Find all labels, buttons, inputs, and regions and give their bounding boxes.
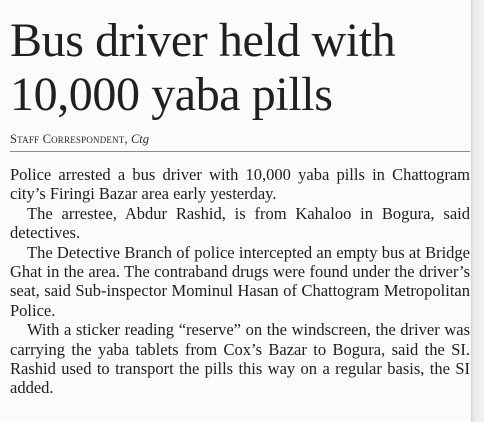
article-paragraph: The Detective Branch of police intercepted an empty bus at Bridge Ghat in the area. The contraband drugs were found under the driver’s seat, said Sub-inspector Mominul Hasan of Chattogram Metropolitan Police. [10,242,470,320]
headline-line-2: 10,000 yaba pills [10,68,333,121]
article-body [10,165,470,398]
article-paragraph: Police arrested a bus driver with 10,000 yaba pills in Chattogram city’s Firingi Bazar area early yesterday. [10,165,470,204]
byline-author: Staff Correspondent, [10,132,128,146]
byline-divider [10,151,470,152]
page-edge [471,0,484,422]
article-paragraph: The arrestee, Abdur Rashid, is from Kahaloo in Bogura, said detectives. [10,203,470,243]
article-paragraph: With a sticker reading “reserve” on the windscreen, the driver was carrying the yaba tablets from Cox’s Bazar to Bogura, said the SI. Rashid used to transport the pills this way on a regular basis, the SI added. [10,320,470,398]
byline-location: Ctg [130,132,150,146]
headline [10,14,470,122]
byline [10,131,149,147]
headline-line-1: Bus driver held with [10,14,396,67]
